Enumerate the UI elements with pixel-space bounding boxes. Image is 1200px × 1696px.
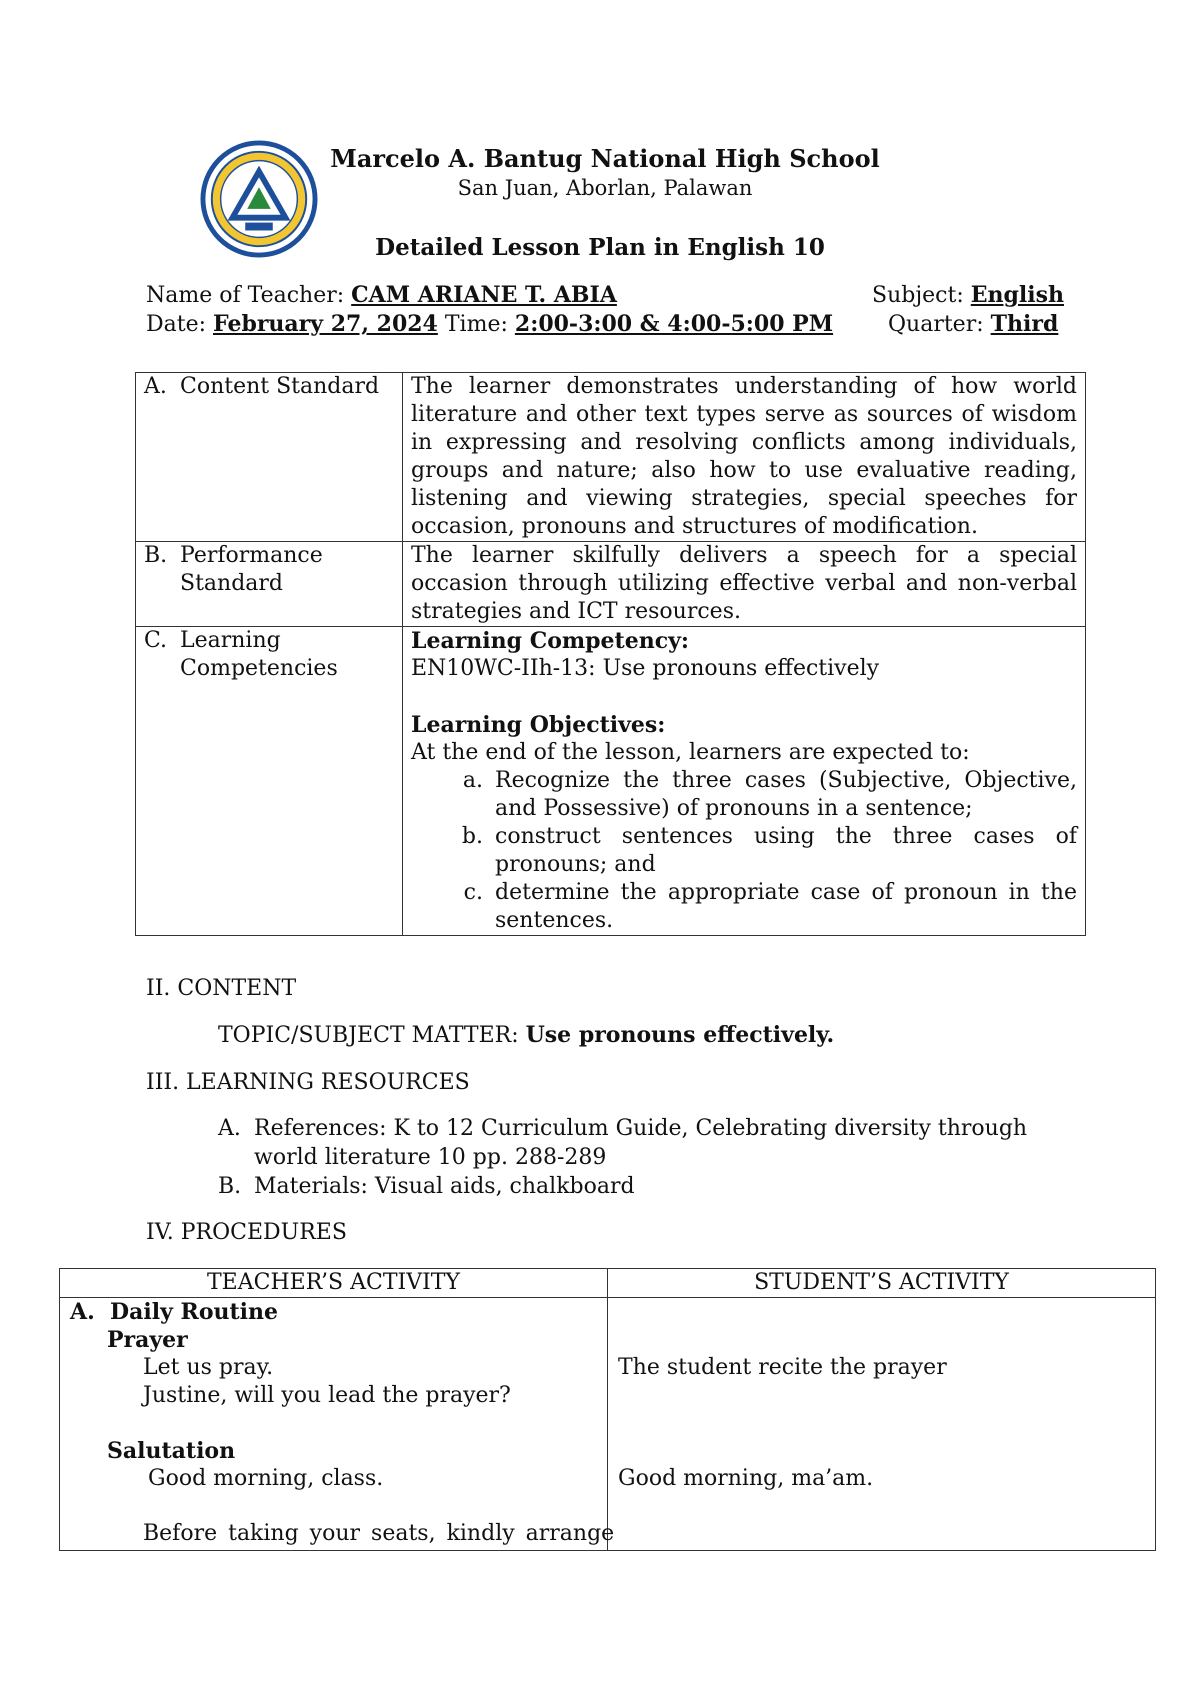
time-value: 2:00-3:00 & 4:00-5:00 PM — [514, 311, 834, 337]
list-item — [218, 1114, 1058, 1172]
student-activity-header: STUDENT’S ACTIVITY — [608, 1269, 1156, 1298]
learning-competencies-label — [136, 627, 403, 936]
objective-item — [411, 823, 1077, 879]
row-letter: B. — [144, 543, 168, 568]
row-label: Performance — [180, 543, 323, 568]
topic-label: TOPIC/SUBJECT MATTER: — [218, 1023, 519, 1048]
row-label: Learning — [180, 628, 281, 653]
teacher-activity-header: TEACHER’S ACTIVITY — [60, 1269, 608, 1298]
resources-heading: III. LEARNING RESOURCES — [146, 1070, 470, 1095]
school-name: Marcelo A. Bantug National High School — [330, 144, 880, 173]
date-time-info — [146, 311, 833, 337]
table-row — [136, 542, 1086, 627]
row-label: Content Standard — [180, 374, 380, 399]
teacher-name: CAM ARIANE T. ABIA — [351, 282, 617, 308]
salutation-heading: Salutation — [107, 1438, 236, 1464]
teacher-info — [146, 282, 617, 308]
competency-code: EN10WC-IIh-13: Use pronouns effectively — [411, 656, 880, 681]
subject-label: Subject: — [872, 283, 964, 308]
row-letter: C. — [144, 628, 168, 653]
salutation-line: Good morning, class. — [148, 1466, 384, 1491]
objective-letter: a. — [462, 768, 483, 793]
objective-letter: b. — [461, 824, 483, 849]
objective-text: construct sentences using the three cases of pronouns; and — [495, 824, 1077, 877]
objective-text: determine the appropriate case of pronoun in the sentences. — [495, 880, 1077, 933]
prayer-heading: Prayer — [107, 1327, 188, 1353]
student-activity-cell — [608, 1298, 1156, 1551]
objectives-heading: Learning Objectives: — [411, 712, 666, 738]
content-heading: II. CONTENT — [146, 976, 297, 1001]
prayer-line: Justine, will you lead the prayer? — [143, 1383, 511, 1408]
content-standard-label — [136, 373, 403, 542]
competency-heading: Learning Competency: — [411, 628, 689, 654]
time-label: Time: — [444, 312, 508, 337]
date-label: Date: — [146, 312, 207, 337]
resource-letter: B. — [218, 1174, 242, 1199]
quarter-label: Quarter: — [888, 312, 984, 337]
quarter-value: Third — [990, 311, 1059, 337]
learning-competencies-content — [403, 627, 1086, 936]
procedures-table — [59, 1268, 1156, 1551]
list-item — [218, 1172, 1058, 1201]
teacher-activity-cell — [60, 1298, 615, 1551]
student-salutation-response: Good morning, ma’am. — [618, 1466, 874, 1491]
arrange-line: Before taking your seats, kindly arrange — [143, 1521, 615, 1546]
objective-letter: c. — [463, 880, 483, 905]
quarter-info — [888, 311, 1058, 337]
topic-line — [218, 1022, 834, 1048]
table-row — [60, 1298, 1156, 1551]
resource-letter: A. — [218, 1116, 241, 1141]
subject-value: English — [970, 282, 1064, 308]
row-letter: A. — [144, 374, 167, 399]
school-address: San Juan, Aborlan, Palawan — [457, 176, 753, 200]
topic-value: Use pronouns effectively. — [525, 1022, 835, 1048]
table-row — [136, 373, 1086, 542]
date-value: February 27, 2024 — [213, 311, 438, 337]
daily-routine-heading: A. Daily Routine — [70, 1299, 279, 1325]
objective-text: Recognize the three cases (Subjective, Objective, and Possessive) of pronouns in a sentence; — [495, 768, 1077, 821]
resource-text: References: K to 12 Curriculum Guide, Celebrating diversity through world literature 10 pp. 288-289 — [254, 1116, 1028, 1170]
performance-standard-text: The learner skilfully delivers a speech for a special occasion through utilizing effective verbal and non-verbal strategies and ICT resources. — [403, 542, 1086, 627]
row-label: Standard — [180, 571, 283, 596]
standards-table — [135, 372, 1086, 936]
table-row — [136, 627, 1086, 936]
resources-list — [218, 1114, 1058, 1201]
objective-item — [411, 767, 1077, 823]
teacher-label: Name of Teacher: — [146, 283, 345, 308]
resource-text: Materials: Visual aids, chalkboard — [254, 1174, 635, 1199]
table-header-row — [60, 1269, 1156, 1298]
procedures-heading: IV. PROCEDURES — [146, 1220, 347, 1245]
prayer-line: Let us pray. — [143, 1355, 274, 1380]
row-label: Competencies — [180, 656, 338, 681]
student-prayer-response: The student recite the prayer — [618, 1355, 947, 1380]
objectives-intro: At the end of the lesson, learners are expected to: — [411, 740, 970, 765]
objective-item — [411, 879, 1077, 935]
lesson-plan-title: Detailed Lesson Plan in English 10 — [375, 234, 825, 261]
performance-standard-label — [136, 542, 403, 627]
subject-info — [872, 282, 1064, 308]
content-standard-text: The learner demonstrates understanding of how world literature and other text types serve as sources of wisdom in expressing and resolving conflicts among individuals, groups and nature; also how to use evaluative reading, listening and viewing strategies, special speeches for occasion, pronouns and structures of modification. — [403, 373, 1086, 542]
